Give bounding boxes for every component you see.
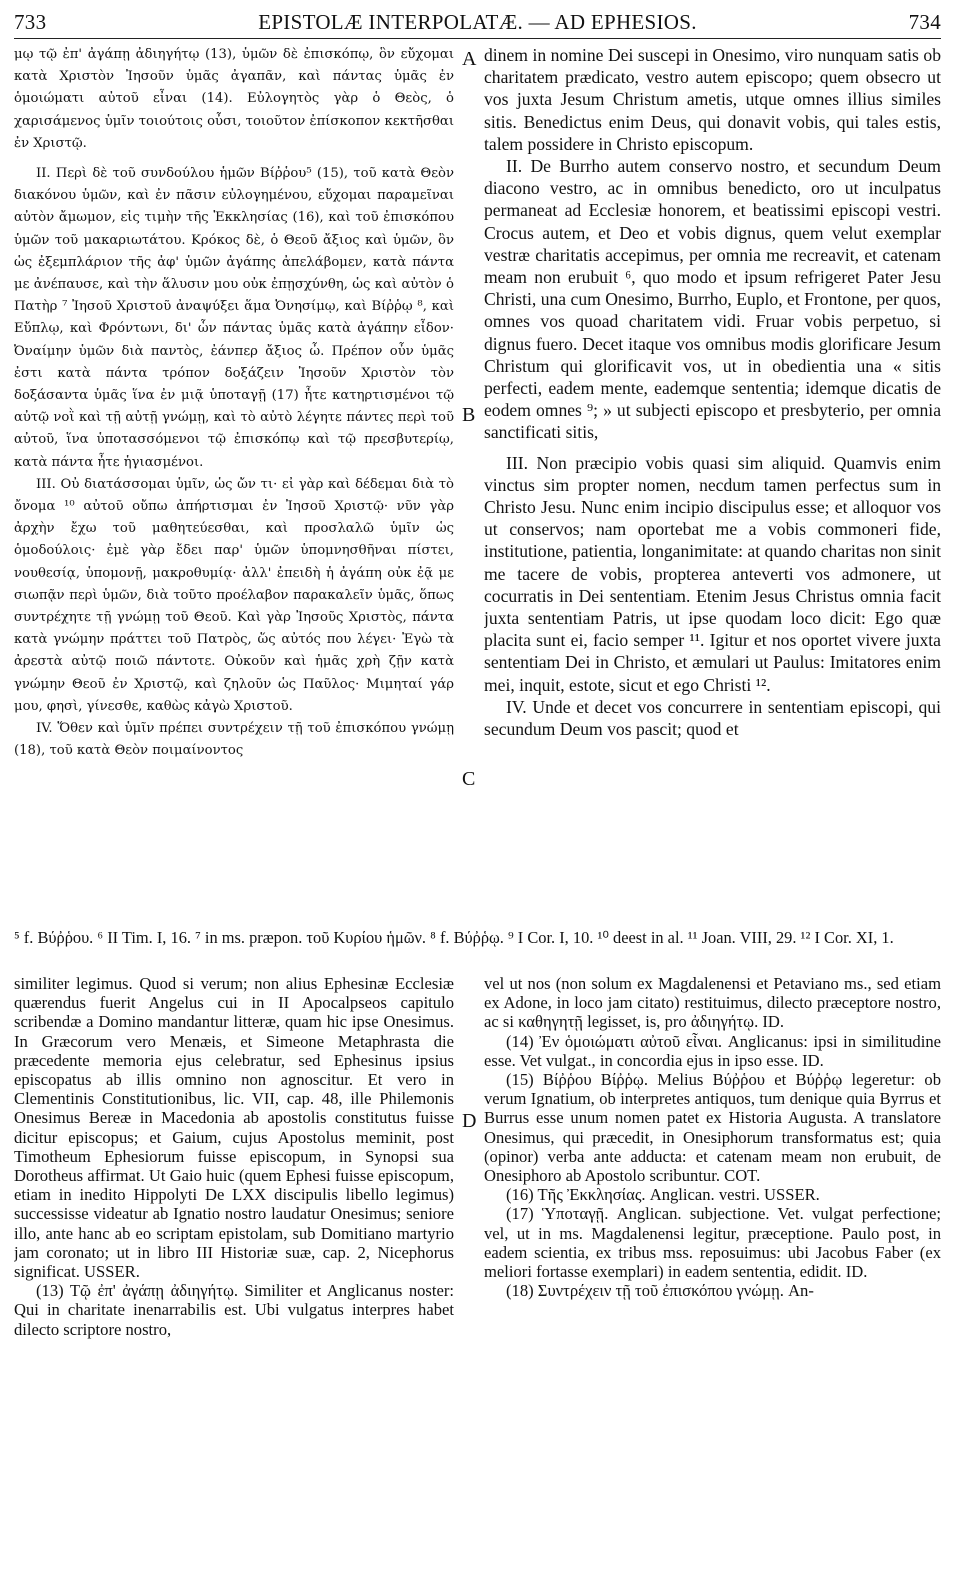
notes-right-column bbox=[484, 974, 941, 1586]
latin-paragraph-4: IV. Unde et decet vos concurrere in sententiam episcopi, qui secundum Deum vos pascit; quod et bbox=[484, 696, 941, 740]
section-marker-b: B bbox=[462, 404, 476, 426]
running-title: EPISTOLÆ INTERPOLATÆ. — AD EPHESIOS. bbox=[258, 10, 697, 34]
latin-text-column bbox=[484, 44, 941, 924]
page-number-left: 733 bbox=[14, 10, 47, 34]
header-rule bbox=[14, 38, 941, 39]
note-left-2: (13) Τῷ ἐπ' ἀγάπῃ ἀδιηγήτῳ. Similiter et Anglicanus noster: Qui in charitate inenarrabilis est. Ubi vulgatus interpres habet dilecto scriptore nostro, bbox=[14, 1281, 454, 1339]
section-marker-c: C bbox=[462, 768, 476, 790]
note-right-6: (18) Συντρέχειν τῇ τοῦ ἐπισκόπου γνώμῃ. An- bbox=[506, 1281, 814, 1301]
page-number-right: 734 bbox=[908, 10, 941, 34]
note-right-2: (14) Ἐν ὁμοιώματι αὐτοῦ εἶναι. Anglicanus: ipsi in similitudine esse. Vet vulgat., in concordia ejus in ipso esse. ID. bbox=[484, 1031, 941, 1070]
section-marker-d: D bbox=[462, 1110, 477, 1132]
note-right-1: vel ut nos (non solum ex Magdalenensi et Petaviano ms., sed etiam ex Adone, in loco jam citato) restituimus, dilecto præceptore nostro, ac si καθηγητῇ legisset, is, pro ἀδιηγήτῳ. ID. bbox=[484, 974, 941, 1032]
note-left-1: similiter legimus. Quod si verum; non alius Ephesinæ Ecclesiæ quærendus fuerit Angelus cui in II Apocalpseos capitulo scribendæ a Domino mandantur litteræ, quam hic ipse Onesimus. In Græcorum vero Menæis, et Simeone Metaphrasta die præcedente memoria ejus celebratur, sed Ephesinus ipsius episcopatus ab illis omnino non agnoscitur. Et vero in Clementinis Constitutionibus, lic. VII, cap. 48, ille Philemonis Onesimus Bereæ in Macedonia ab apostolis constitutus fuisse dicitur episcopus; et Gaium, cujus Apostolus meminit, post Timotheum Ephesiorum fuisse episcopum, in Synopsi sua Dorotheus affirmat. Ut Gaio huic (quem Ephesi fuisse episcopum, etiam in inedito Hippolyti De LXX discipulis libello legimus) successisse videatur ab Ignatio nostro laudatur Onesimus; seniore illo, ante hanc ab eo scriptam epistolam, sub Domitiano martyrio jam coronato; ut in libro III Historiæ suæ, cap. 2, Nicephorus significat. USSER. bbox=[14, 974, 454, 1282]
greek-paragraph-3: III. Οὐ διατάσσομαι ὑμῖν, ὡς ὤν τι· εἰ γὰρ καὶ δέδεμαι διὰ τὸ ὄνομα ¹⁰ αὐτοῦ οὔπω ἀπήρτισμαι ἐν Ἰησοῦ Χριστῷ· νῦν γὰρ ἀρχὴν ἔχω τοῦ μαθητεύεσθαι, καὶ προσλαλῶ ὑμῖν ὡς ὁμοδούλοις· ἐμὲ γὰρ ἔδει παρ' ὑμῶν ὑπομνησθῆναι πίστει, νουθεσίᾳ, ὑπομονῇ, μακροθυμίᾳ· ἀλλ' ἐπειδὴ ἡ ἀγάπη οὐκ ἐᾷ με σιωπᾷν περὶ ὑμῶν, διὰ τοῦτο προέλαβον παρακαλεῖν ὑμᾶς, ὅπως συντρέχητε τῇ γνώμῃ τοῦ Θεοῦ. Καὶ γὰρ Ἰησοῦς Χριστὸς, πάντα κατὰ γνώμην πράττει τοῦ Πατρὸς, ὥς αὐτός που λέγει· Ἐγὼ τὰ ἀρεστὰ αὐτῷ ποιῶ πάντοτε. Οὐκοῦν καὶ ἡμᾶς χρὴ ζῇν κατὰ γνώμην Θεοῦ ἐν Χριστῷ, καὶ ζηλοῦν ὡς Παῦλος· Μιμηταί γάρ μου, φησὶ, γίνεσθε, καθὼς κἀγὼ Χριστοῦ. bbox=[14, 476, 454, 714]
greek-paragraph-2: II. Περὶ δὲ τοῦ συνδούλου ἡμῶν Βίῤῥου⁵ (15), τοῦ κατὰ Θεὸν διακόνου ὑμῶν, καὶ ἐν πᾶσιν εὐλογημένου, εὔχομαι παραμεῖναι αὐτὸν ἄμωμον, εἰς τιμὴν τῆς Ἐκκλησίας (16), καὶ τοῦ ἐπισκόπου ὑμῶν τοῦ μακαριωτάτου. Κρόκος δὲ, ὁ Θεοῦ ἄξιος καὶ ὑμῶν, ὃν ὡς ἐξεμπλάριον τῆς ἀφ' ὑμῶν ἀγάπης ἀπελάβομεν, κατὰ πάντα με ἀνέπαυσε, καὶ τὴν ἅλυσιν μου οὐκ ἐπῃσχύνθη, ὡς καὶ αὐτὸν ὁ Πατὴρ ⁷ Ἰησοῦ Χριστοῦ ἀναψύξει ἅμα Ὀνησίμῳ, καὶ Βίῤῥῳ ⁸, καὶ Εὔπλῳ, καὶ Φρόντωνι, δι' ὧν πάντας ὑμᾶς κατὰ ἀγάπην εἶδον· Ὀναίμην ὑμῶν διὰ παντὸς, ἐάνπερ ἄξιος ὦ. Πρέπον οὖν ὑμᾶς ἐστι κατὰ πάντα τρόπον δοξάζειν Ἰησοῦν Χριστὸν τὸν δοξάσαντα ὑμᾶς ἵνα ἐν μιᾷ ὑποταγῇ (17) ἦτε κατηρτισμένοι τῷ αὐτῷ νοῒ καὶ τῇ αὐτῇ γνώμῃ, καὶ τὸ αὐτὸ λέγητε πάντες περὶ τοῦ αὐτοῦ, ἵνα ὑποτασσόμενοι τῷ ἐπισκόπῳ καὶ τῷ πρεσβυτερίῳ, κατὰ πάντα ἦτε ἡγιασμένοι. bbox=[14, 166, 454, 470]
footnote-references: ⁵ f. Βύῤῥου. ⁶ II Tim. I, 16. ⁷ in ms. præpon. τοῦ Κυρίου ἡμῶν. ⁸ f. Βύῤῥῳ. ⁹ I Cor. I, 10. ¹⁰ deest in al. ¹¹ Joan. VIII, 29. ¹² I Cor. XI, 1. bbox=[14, 928, 894, 947]
section-marker-a: A bbox=[462, 48, 477, 70]
running-header bbox=[14, 10, 941, 34]
latin-paragraph-2: II. De Burrho autem conservo nostro, et secundum Deum diacono vestro, ac in omnibus benedicto, oro ut inculpatus permaneat ad Ecclesiæ honorem, et beatissimi episcopi vestri. Crocus autem, et Deo et vobis dignus, quem velut exemplar vestræ charitatis accepimus, per omnia me recreavit, et catenam meam non erubuit ⁶, quo modo et ipsum refrigeret Pater Jesu Christi, una cum Onesimo, Burrho, Euplo, et Frontone, per quos, omnes vos quoad charitatem vidi. Fruar vobis perpetuo, si dignus fuero. Decet itaque vos omnibus modis glorificare Jesum Christum qui glorificavit vos, ut in obedientia una « sitis perfecti, eadem mente, eademque sententia; idemque dicatis de eodem omnes ⁹; » ut subjecti episcopo et presbyterio, per omnia sanctificati sitis, bbox=[484, 156, 941, 443]
note-right-3: (15) Βίῤῥου Βίῤῥῳ. Melius Βύῤῥου et Βύῤῥῳ legeretur: ob verum Ignatium, ob interpretes antiquos, tum denique quia Byrrus et Burrus esse unum nomen patet ex Historia Augusta. A translatore Onesimus, qui præcedit, in Onesiphorum transformatus est; quia (opinor) verba ante adducta: et catenam meam non erubuit, de Onesiphoro ab Apostolo scribuntur. COT. bbox=[484, 1070, 941, 1186]
notes-left-column bbox=[14, 974, 454, 1586]
greek-text-column bbox=[14, 44, 454, 924]
latin-paragraph-1: dinem in nomine Dei suscepi in Onesimo, viro nunquam satis ob charitatem prædicato, vestro autem episcopo; quem obsecro ut vos juxta Jesum Christum ametis, utque omnes illius similes sitis. Benedictus enim Deus, qui donavit vobis, qui tales estis, talem possidere in Christo episcopum. bbox=[484, 45, 941, 154]
note-right-4: (16) Τῆς Ἐκκλησίας. Anglican. vestri. USSER. bbox=[506, 1185, 820, 1205]
latin-paragraph-3: III. Non præcipio vobis quasi sim aliquid. Quamvis enim vinctus sim propter nomen, necdum tamen perfectus sum in Christo Jesu. Nunc enim incipio discipulus esse; et alloquor vos ut conservos; nam oportebat me a vobis commoneri fide, institutione, patientia, longanimitate: at quando charitas non sinit me tacere de vobis, propterea anteverti vos admonere, ut cocurratis in Dei sententiam. Etenim Jesus Christus omnia facit juxta sententiam Patris, ut ipse quodam loco dicit: Ego quæ placita sunt ei, facio semper ¹¹. Igitur et nos oportet vivere juxta sententiam Dei in Christo, et æmulari ut Paulus: Imitatores enim mei, inquit, estote, sicut et ego Christi ¹². bbox=[484, 452, 941, 695]
greek-paragraph-4: IV. Ὅθεν καὶ ὑμῖν πρέπει συντρέχειν τῇ τοῦ ἐπισκόπου γνώμῃ (18), τοῦ κατὰ Θεὸν ποιμαίνοντος bbox=[14, 721, 454, 759]
note-right-5: (17) Ὑποταγῇ. Anglican. subjectione. Vet. vulgat perfectione; vel, ut in ms. Magdalenensi legitur, præceptione. Paulo post, in eadem scientia, ex tribus mss. reposuimus: ubi Jacobus Faber (ex meliori fortasse exemplari) in eadem sententia, edidit. ID. bbox=[484, 1204, 941, 1282]
greek-paragraph-1: μῳ τῷ ἐπ' ἀγάπῃ ἀδιηγήτῳ (13), ὑμῶν δὲ ἐπισκόπῳ, ὃν εὔχομαι κατὰ Χριστὸν Ἰησοῦν ὑμᾶς ἀγαπᾶν, καὶ πάντας ὑμᾶς ἐν ὁμοιώματι αὐτοῦ εἶναι (14). Εὐλογητὸς γὰρ ὁ Θεὸς, ὁ χαρισάμενος ὑμῖν τοιούτοις οὖσι, τοιοῦτον ἐπίσκοπον κεκτῆσθαι ἐν Χριστῷ. bbox=[14, 47, 454, 151]
